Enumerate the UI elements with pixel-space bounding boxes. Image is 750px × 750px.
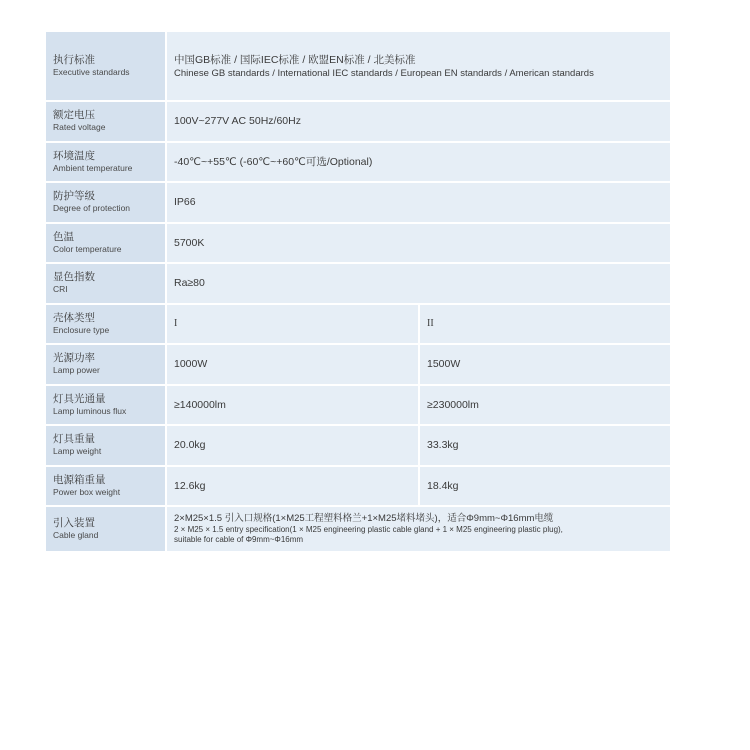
label-cn: 灯具重量 [53, 433, 95, 446]
value-cell-a: ≥140000lm [167, 386, 418, 425]
label-en: Lamp power [53, 365, 100, 376]
value-cn: 中国GB标准 / 国际IEC标准 / 欧盟EN标准 / 北美标准 [174, 53, 416, 66]
row-color-temperature [46, 224, 670, 263]
row-cable-gland [46, 507, 670, 551]
label-cell [46, 345, 165, 384]
value-cell-b: ≥230000lm [420, 386, 670, 425]
value-cell-a: 20.0kg [167, 426, 418, 465]
row-cri [46, 264, 670, 303]
label-cn: 额定电压 [53, 109, 95, 122]
value-cell-b: II [420, 305, 670, 344]
label-cn: 光源功率 [53, 352, 95, 365]
label-cell [46, 305, 165, 344]
label-cell [46, 386, 165, 425]
label-cn: 灯具光通量 [53, 392, 106, 405]
label-cell [46, 426, 165, 465]
row-lamp-weight [46, 426, 670, 465]
value-cell-b: 33.3kg [420, 426, 670, 465]
value-en: Chinese GB standards / International IEC standards / European EN standards / American standards [174, 67, 594, 79]
label-en: Enclosure type [53, 324, 110, 335]
label-cell [46, 224, 165, 263]
label-cn: 电源箱重量 [53, 473, 106, 486]
label-cell [46, 143, 165, 182]
row-executive-standards [46, 32, 670, 100]
value-cell-a: 1000W [167, 345, 418, 384]
label-cell [46, 467, 165, 506]
label-cn: 显色指数 [53, 271, 95, 284]
label-cn: 环境温度 [53, 149, 95, 162]
value-cell-a: I [167, 305, 418, 344]
value-cell-b: 1500W [420, 345, 670, 384]
label-cn: 引入装置 [53, 517, 95, 529]
label-en: Ambient temperature [53, 162, 133, 173]
label-cell [46, 264, 165, 303]
row-lamp-luminous-flux [46, 386, 670, 425]
row-power-box-weight [46, 467, 670, 506]
label-cn: 壳体类型 [53, 311, 95, 324]
value-cn: 2×M25×1.5 引入口规格(1×M25工程塑料格兰+1×M25堵料堵头)，适合Φ9mm~Φ16mm电缆 [174, 512, 554, 524]
label-cell [46, 32, 165, 100]
label-en: CRI [53, 284, 68, 295]
spec-table [46, 32, 670, 551]
label-cn: 防护等级 [53, 190, 95, 203]
value-cell: -40℃~+55℃ (-60℃~+60℃可选/Optional) [167, 143, 670, 182]
row-rated-voltage [46, 102, 670, 141]
value-en-line-1: 2 × M25 × 1.5 entry specification(1 × M25 engineering plastic cable gland + 1 × M25 engineering plastic plug), [174, 524, 563, 534]
label-cn: 执行标准 [53, 54, 95, 66]
label-en: Cable gland [53, 530, 99, 540]
value-cell-b: 18.4kg [420, 467, 670, 506]
label-cn: 色温 [53, 230, 74, 243]
value-cell: IP66 [167, 183, 670, 222]
row-lamp-power [46, 345, 670, 384]
value-cell [167, 507, 670, 551]
value-cell: 5700K [167, 224, 670, 263]
value-cell: 100V~277V AC 50Hz/60Hz [167, 102, 670, 141]
label-cell [46, 183, 165, 222]
label-en: Rated voltage [53, 122, 106, 133]
label-en: Lamp weight [53, 446, 102, 457]
label-en: Color temperature [53, 243, 122, 254]
row-degree-of-protection [46, 183, 670, 222]
label-en: Executive standards [53, 67, 130, 77]
label-cell [46, 102, 165, 141]
label-en: Lamp luminous flux [53, 405, 127, 416]
label-en: Degree of protection [53, 203, 131, 214]
value-cell-a: 12.6kg [167, 467, 418, 506]
value-en-line-2: suitable for cable of Φ9mm~Φ16mm [174, 535, 304, 544]
label-cell [46, 507, 165, 551]
row-enclosure-type [46, 305, 670, 344]
value-cell: Ra≥80 [167, 264, 670, 303]
row-ambient-temperature [46, 143, 670, 182]
value-cell [167, 32, 670, 100]
label-en: Power box weight [53, 486, 121, 497]
